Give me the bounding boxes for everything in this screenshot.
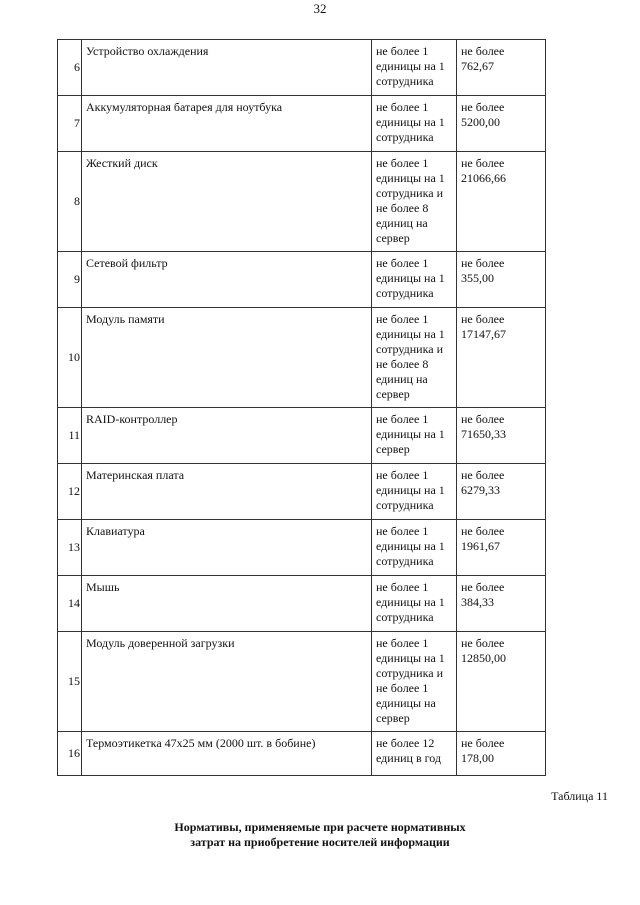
quantity-line: сотрудника и: [376, 186, 443, 200]
quantity-norm: [372, 308, 457, 408]
quantity-line: сотрудника: [376, 554, 434, 568]
price-line: не более: [461, 736, 505, 750]
item-name: Клавиатура: [82, 520, 372, 576]
price-norm: [457, 520, 546, 576]
table-row: [58, 464, 546, 520]
item-name: Сетевой фильтр: [82, 252, 372, 308]
price-line: 21066,66: [461, 171, 506, 185]
quantity-line: сотрудника и: [376, 666, 443, 680]
price-norm: [457, 40, 546, 96]
row-number: 6: [58, 40, 82, 96]
price-norm: [457, 96, 546, 152]
row-number: 9: [58, 252, 82, 308]
quantity-line: не более 1: [376, 524, 429, 538]
quantity-line: единицы на 1: [376, 483, 445, 497]
quantity-line: не более 1: [376, 681, 429, 695]
item-name: Аккумуляторная батарея для ноутбука: [82, 96, 372, 152]
row-number: 13: [58, 520, 82, 576]
item-name: RAID-контроллер: [82, 408, 372, 464]
price-norm: [457, 152, 546, 252]
price-line: не более: [461, 44, 505, 58]
table-caption: Таблица 11: [551, 789, 608, 803]
item-name: Материнская плата: [82, 464, 372, 520]
section-title-line: Нормативы, применяемые при расчете нормативных: [174, 820, 466, 834]
item-name: Модуль доверенной загрузки: [82, 632, 372, 732]
section-title: [0, 820, 640, 850]
row-number: 12: [58, 464, 82, 520]
quantity-norm: [372, 152, 457, 252]
quantity-line: не более 1: [376, 580, 429, 594]
quantity-line: сотрудника: [376, 74, 434, 88]
price-line: не более: [461, 412, 505, 426]
price-line: 355,00: [461, 271, 494, 285]
quantity-line: не более 12: [376, 736, 435, 750]
row-number: 16: [58, 732, 82, 776]
price-line: не более: [461, 524, 505, 538]
norms-table: [57, 39, 546, 776]
price-line: не более: [461, 636, 505, 650]
price-line: не более: [461, 100, 505, 114]
quantity-line: единицы на 1: [376, 651, 445, 665]
price-line: 762,67: [461, 59, 494, 73]
norms-table-body: [58, 40, 546, 776]
section-title-line: затрат на приобретение носителей информации: [190, 835, 450, 849]
price-line: не более: [461, 312, 505, 326]
quantity-norm: [372, 40, 457, 96]
quantity-line: единицы на 1: [376, 271, 445, 285]
quantity-line: единицы на 1: [376, 59, 445, 73]
quantity-line: не более 1: [376, 636, 429, 650]
price-line: 17147,67: [461, 327, 506, 341]
table-row: [58, 408, 546, 464]
table-row: [58, 252, 546, 308]
quantity-line: сотрудника: [376, 498, 434, 512]
item-name: Мышь: [82, 576, 372, 632]
quantity-line: не более 1: [376, 44, 429, 58]
price-line: 6279,33: [461, 483, 500, 497]
price-line: не более: [461, 256, 505, 270]
quantity-norm: [372, 732, 457, 776]
item-name: Жесткий диск: [82, 152, 372, 252]
item-name: Термоэтикетка 47х25 мм (2000 шт. в бобине): [82, 732, 372, 776]
quantity-line: сервер: [376, 711, 410, 725]
quantity-line: единиц в год: [376, 751, 442, 765]
price-line: 384,33: [461, 595, 494, 609]
quantity-line: не более 1: [376, 468, 429, 482]
price-norm: [457, 632, 546, 732]
quantity-line: единиц на: [376, 216, 428, 230]
quantity-line: единицы на 1: [376, 171, 445, 185]
quantity-line: сервер: [376, 442, 410, 456]
price-norm: [457, 408, 546, 464]
quantity-line: единицы на 1: [376, 539, 445, 553]
price-norm: [457, 308, 546, 408]
row-number: 15: [58, 632, 82, 732]
quantity-norm: [372, 96, 457, 152]
price-norm: [457, 464, 546, 520]
quantity-line: сервер: [376, 387, 410, 401]
quantity-line: единицы на 1: [376, 115, 445, 129]
table-row: [58, 732, 546, 776]
row-number: 7: [58, 96, 82, 152]
row-number: 8: [58, 152, 82, 252]
quantity-line: единицы на 1: [376, 327, 445, 341]
quantity-norm: [372, 576, 457, 632]
price-norm: [457, 252, 546, 308]
quantity-line: единицы на 1: [376, 595, 445, 609]
quantity-line: не более 1: [376, 100, 429, 114]
price-norm: [457, 576, 546, 632]
quantity-norm: [372, 632, 457, 732]
row-number: 11: [58, 408, 82, 464]
quantity-norm: [372, 252, 457, 308]
price-line: 71650,33: [461, 427, 506, 441]
quantity-line: не более 8: [376, 201, 429, 215]
quantity-line: единиц на: [376, 372, 428, 386]
table-row: [58, 96, 546, 152]
quantity-norm: [372, 520, 457, 576]
page-number: 32: [313, 1, 327, 16]
price-line: не более: [461, 580, 505, 594]
price-line: не более: [461, 468, 505, 482]
quantity-norm: [372, 408, 457, 464]
table-row: [58, 576, 546, 632]
item-name: Устройство охлаждения: [82, 40, 372, 96]
quantity-line: не более 8: [376, 357, 429, 371]
table-row: [58, 632, 546, 732]
quantity-norm: [372, 464, 457, 520]
quantity-line: сервер: [376, 231, 410, 245]
quantity-line: единицы на 1: [376, 427, 445, 441]
quantity-line: не более 1: [376, 312, 429, 326]
quantity-line: сотрудника и: [376, 342, 443, 356]
price-line: 12850,00: [461, 651, 506, 665]
price-line: не более: [461, 156, 505, 170]
table-row: [58, 152, 546, 252]
row-number: 10: [58, 308, 82, 408]
price-norm: [457, 732, 546, 776]
row-number: 14: [58, 576, 82, 632]
item-name: Модуль памяти: [82, 308, 372, 408]
quantity-line: не более 1: [376, 256, 429, 270]
quantity-line: сотрудника: [376, 130, 434, 144]
quantity-line: сотрудника: [376, 286, 434, 300]
price-line: 1961,67: [461, 539, 500, 553]
table-row: [58, 520, 546, 576]
table-row: [58, 40, 546, 96]
price-line: 5200,00: [461, 115, 500, 129]
quantity-line: единицы на: [376, 696, 436, 710]
price-line: 178,00: [461, 751, 494, 765]
quantity-line: не более 1: [376, 156, 429, 170]
quantity-line: сотрудника: [376, 610, 434, 624]
table-row: [58, 308, 546, 408]
quantity-line: не более 1: [376, 412, 429, 426]
